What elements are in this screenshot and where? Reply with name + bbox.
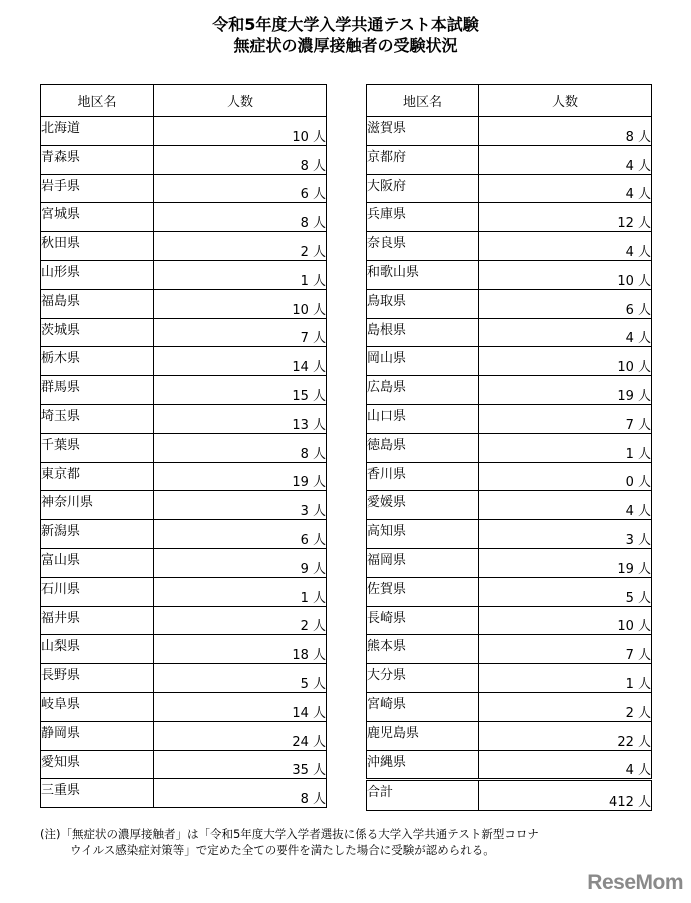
region-cell: 福井県 <box>41 606 154 635</box>
region-cell: 徳島県 <box>367 433 479 462</box>
count-cell: 14 人 <box>154 692 327 721</box>
region-cell: 熊本県 <box>367 635 479 664</box>
table-row <box>367 664 652 693</box>
count-cell: 19 人 <box>154 462 327 491</box>
document-title <box>0 14 691 56</box>
table-row <box>41 520 327 549</box>
header-region: 地区名 <box>367 85 479 117</box>
count-cell: 4 人 <box>479 318 652 347</box>
count-cell: 4 人 <box>479 750 652 780</box>
table-row <box>367 289 652 318</box>
count-cell: 7 人 <box>479 404 652 433</box>
footnote <box>40 826 539 858</box>
title-line-1: 令和5年度大学入学共通テスト本試験 <box>212 15 479 34</box>
count-cell: 22 人 <box>479 721 652 750</box>
count-cell: 4 人 <box>479 232 652 261</box>
table-row <box>41 318 327 347</box>
title-line-2: 無症状の濃厚接触者の受験状況 <box>233 36 458 55</box>
table-row <box>367 260 652 289</box>
region-cell: 愛媛県 <box>367 491 479 520</box>
count-cell: 1 人 <box>479 433 652 462</box>
table-row <box>41 117 327 146</box>
count-cell: 12 人 <box>479 203 652 232</box>
count-cell: 6 人 <box>154 520 327 549</box>
region-cell: 福島県 <box>41 289 154 318</box>
region-cell: 北海道 <box>41 117 154 146</box>
region-cell: 愛知県 <box>41 750 154 779</box>
table-row <box>41 376 327 405</box>
count-cell: 1 人 <box>479 664 652 693</box>
count-cell: 2 人 <box>154 232 327 261</box>
count-cell: 15 人 <box>154 376 327 405</box>
table-row <box>367 606 652 635</box>
table-row <box>41 750 327 779</box>
count-cell: 6 人 <box>154 174 327 203</box>
region-cell: 大阪府 <box>367 174 479 203</box>
region-cell: 高知県 <box>367 520 479 549</box>
region-cell: 群馬県 <box>41 376 154 405</box>
table-row <box>367 376 652 405</box>
region-cell: 佐賀県 <box>367 577 479 606</box>
table-row <box>367 721 652 750</box>
region-cell: 千葉県 <box>41 433 154 462</box>
table-row <box>367 491 652 520</box>
footnote-line-2: ウイルス感染症対策等」で定めた全ての要件を満たした場合に受験が認められる。 <box>70 843 495 857</box>
table-row <box>367 174 652 203</box>
count-cell: 19 人 <box>479 548 652 577</box>
region-cell: 山口県 <box>367 404 479 433</box>
region-cell: 和歌山県 <box>367 260 479 289</box>
table-row <box>367 692 652 721</box>
table-row <box>367 433 652 462</box>
table-row <box>367 635 652 664</box>
region-cell: 宮崎県 <box>367 692 479 721</box>
count-cell: 4 人 <box>479 491 652 520</box>
region-cell: 京都府 <box>367 145 479 174</box>
region-cell: 山梨県 <box>41 635 154 664</box>
count-cell: 4 人 <box>479 174 652 203</box>
region-cell: 石川県 <box>41 577 154 606</box>
count-cell: 10 人 <box>154 289 327 318</box>
count-cell: 5 人 <box>154 664 327 693</box>
count-cell: 4 人 <box>479 145 652 174</box>
table-row <box>367 318 652 347</box>
region-cell: 青森県 <box>41 145 154 174</box>
table-row <box>41 606 327 635</box>
header-count: 人数 <box>154 85 327 117</box>
table-row <box>41 462 327 491</box>
table-row <box>41 404 327 433</box>
resemom-logo: ReseMom <box>587 871 683 894</box>
region-cell: 栃木県 <box>41 347 154 376</box>
count-cell: 2 人 <box>479 692 652 721</box>
table-row <box>367 203 652 232</box>
count-cell: 8 人 <box>154 203 327 232</box>
region-cell: 長野県 <box>41 664 154 693</box>
count-cell: 0 人 <box>479 462 652 491</box>
count-cell: 8 人 <box>154 779 327 808</box>
count-cell: 18 人 <box>154 635 327 664</box>
table-row <box>367 145 652 174</box>
region-cell: 奈良県 <box>367 232 479 261</box>
count-cell: 10 人 <box>479 347 652 376</box>
region-cell: 沖縄県 <box>367 750 479 780</box>
table-row <box>367 548 652 577</box>
region-cell: 鳥取県 <box>367 289 479 318</box>
count-cell: 19 人 <box>479 376 652 405</box>
count-cell: 8 人 <box>154 145 327 174</box>
region-cell: 富山県 <box>41 548 154 577</box>
footnote-line-1: (注)「無症状の濃厚接触者」は「令和5年度大学入学者選抜に係る大学入学共通テスト新型コロナ <box>40 827 539 841</box>
table-row <box>41 692 327 721</box>
count-cell: 8 人 <box>479 117 652 146</box>
table-row <box>41 721 327 750</box>
region-cell: 香川県 <box>367 462 479 491</box>
region-cell: 三重県 <box>41 779 154 808</box>
count-cell: 3 人 <box>479 520 652 549</box>
region-cell: 岩手県 <box>41 174 154 203</box>
table-row <box>41 174 327 203</box>
table-row <box>41 664 327 693</box>
header-row <box>367 85 652 117</box>
table-row <box>367 347 652 376</box>
table-row <box>367 404 652 433</box>
region-cell: 島根県 <box>367 318 479 347</box>
table-row <box>41 145 327 174</box>
count-cell: 35 人 <box>154 750 327 779</box>
table-row <box>41 289 327 318</box>
table-row <box>41 548 327 577</box>
count-cell: 10 人 <box>479 260 652 289</box>
region-cell: 大分県 <box>367 664 479 693</box>
table-row <box>367 577 652 606</box>
count-cell: 24 人 <box>154 721 327 750</box>
region-cell: 滋賀県 <box>367 117 479 146</box>
region-cell: 長崎県 <box>367 606 479 635</box>
table-row <box>367 750 652 780</box>
region-cell: 秋田県 <box>41 232 154 261</box>
region-cell: 岐阜県 <box>41 692 154 721</box>
header-row <box>41 85 327 117</box>
table-row <box>367 520 652 549</box>
region-cell: 広島県 <box>367 376 479 405</box>
region-cell: 岡山県 <box>367 347 479 376</box>
table-row <box>41 347 327 376</box>
region-cell: 新潟県 <box>41 520 154 549</box>
count-cell: 13 人 <box>154 404 327 433</box>
table-row <box>41 433 327 462</box>
table-row <box>367 232 652 261</box>
left-table <box>40 84 327 808</box>
count-cell: 7 人 <box>154 318 327 347</box>
count-cell: 10 人 <box>154 117 327 146</box>
table-row <box>41 203 327 232</box>
region-cell: 静岡県 <box>41 721 154 750</box>
region-cell: 兵庫県 <box>367 203 479 232</box>
count-cell: 6 人 <box>479 289 652 318</box>
right-table <box>366 84 652 811</box>
region-cell: 宮城県 <box>41 203 154 232</box>
region-cell: 鹿児島県 <box>367 721 479 750</box>
region-cell: 神奈川県 <box>41 491 154 520</box>
region-cell: 福岡県 <box>367 548 479 577</box>
count-cell: 1 人 <box>154 577 327 606</box>
table-row <box>41 779 327 808</box>
table-row <box>367 117 652 146</box>
region-cell: 東京都 <box>41 462 154 491</box>
region-cell: 茨城県 <box>41 318 154 347</box>
count-cell: 2 人 <box>154 606 327 635</box>
count-cell: 1 人 <box>154 260 327 289</box>
count-cell: 5 人 <box>479 577 652 606</box>
table-row <box>41 232 327 261</box>
header-count: 人数 <box>479 85 652 117</box>
header-region: 地区名 <box>41 85 154 117</box>
count-cell: 9 人 <box>154 548 327 577</box>
count-cell: 8 人 <box>154 433 327 462</box>
table-row <box>41 577 327 606</box>
region-cell: 埼玉県 <box>41 404 154 433</box>
total-count: 412 人 <box>479 780 652 811</box>
table-row <box>41 491 327 520</box>
table-row <box>367 462 652 491</box>
region-cell: 山形県 <box>41 260 154 289</box>
count-cell: 3 人 <box>154 491 327 520</box>
table-row <box>41 260 327 289</box>
total-row <box>367 780 652 811</box>
count-cell: 14 人 <box>154 347 327 376</box>
table-row <box>41 635 327 664</box>
count-cell: 7 人 <box>479 635 652 664</box>
total-label: 合計 <box>367 780 479 811</box>
count-cell: 10 人 <box>479 606 652 635</box>
